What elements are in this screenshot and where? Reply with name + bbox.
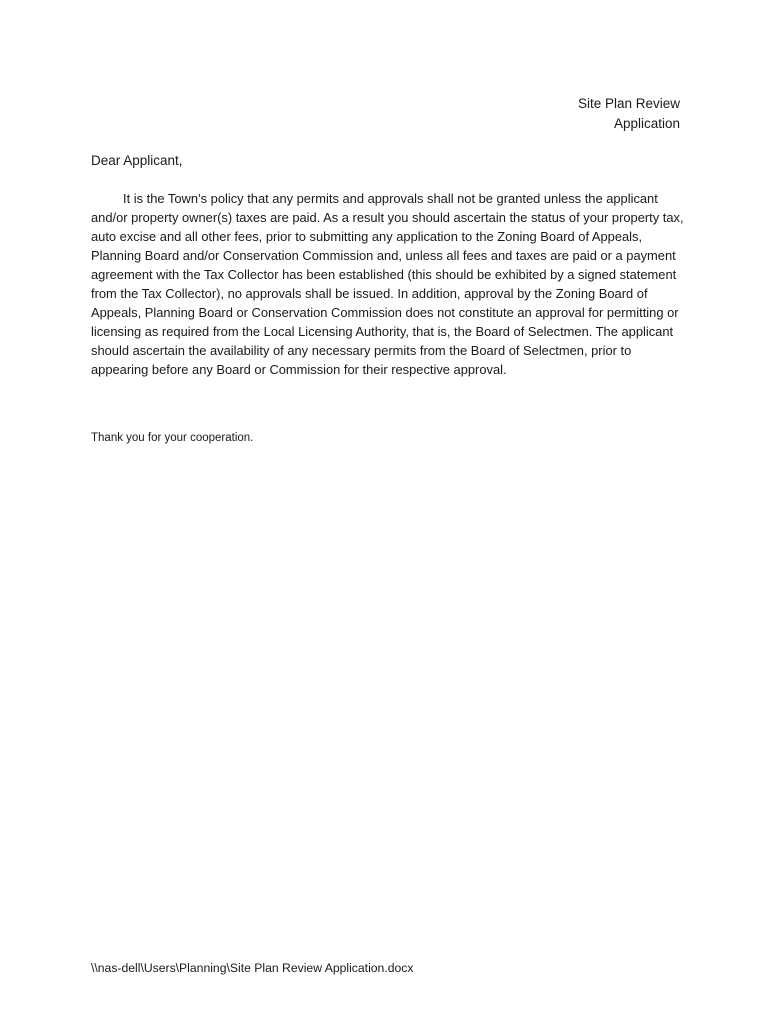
closing-line: Thank you for your cooperation.	[91, 432, 254, 444]
heading-line-1: Site Plan Review	[577, 96, 680, 111]
footer-file-path: \\nas-dell\Users\Planning\Site Plan Review Application.docx	[91, 961, 414, 975]
document-heading	[578, 94, 680, 133]
body-paragraph: It is the Town’s policy that any permits and approvals shall not be granted unless the applicant and/or property owner(s) taxes are paid. As a result you should ascertain the status of your property tax, auto excise and all other fees, prior to submitting any application to the Zoning Board of Appeals, Planning Board and/or Conservation Commission and, unless all fees and taxes are paid or a payment agreement with the Tax Collector has been established (this should be exhibited by a signed statement from the Tax Collector), no approvals shall be issued. In addition, approval by the Zoning Board of Appeals, Planning Board or Conservation Commission does not constitute an approval for permitting or licensing as required from the Local Licensing Authority, that is, the Board of Selectmen. The applicant should ascertain the availability of any necessary permits from the Board of Selectmen, prior to appearing before any Board or Commission for their respective approval.	[91, 191, 684, 377]
salutation: Dear Applicant,	[91, 153, 183, 168]
heading-line-2: Application	[613, 115, 680, 131]
